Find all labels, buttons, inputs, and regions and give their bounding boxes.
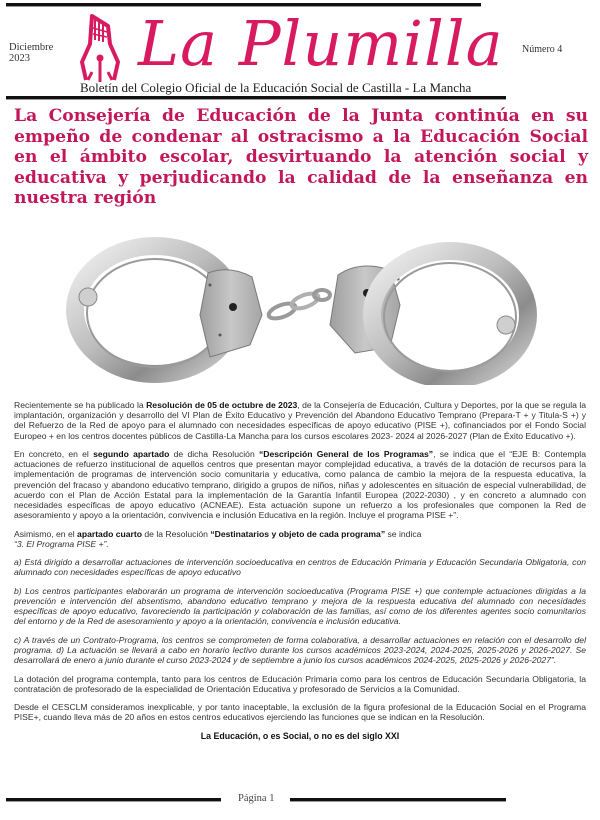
paragraph-section-four: Asimismo, en el apartado cuarto de la Resolución “Destinatarios y objeto de cada programa” se indica “3. El Programa PISE +”. [14,528,422,549]
issue-month: Diciembre [9,42,54,53]
issue-year: 2023 [9,53,30,64]
paragraph-item-a: a) Está dirigido a desarrollar actuaciones de intervención socioeducativa en centros de Educación Primaria y Educación Secundaria Obligatoria, con alumnado con necesidades específicas de apoyo educativo [14,557,586,578]
masthead-subtitle: Boletín del Colegio Oficial de la Educación Social de Castilla - La Mancha [80,80,472,95]
footer-rule-right [290,798,506,801]
issue-date [9,42,53,64]
paragraph-section-two: En concreto, en el segundo apartado de dicha Resolución “Descripción General de los Programas”, se indica que el “EJE B: Contempla actuaciones de refuerzo institucional de aquellos centros que presentan mayor complejidad educativa, a través de la dotación de recursos para la implementación de programas de intervención socio comunitaria y educativa, como palanca de cambio la mejora de la respuesta educativa, la prevención del fracaso y abandono educativo temprano, dirigido a grupos de niños, niñas y adolescentes en situación de especial vulnerabilidad, de acuerdo con el Plan de Acción Estatal para la implementación de la Garantía Infantil Europea (2022-2030) , y en concreto a alumnado con necesidades específicas de apoyo educativo (ACNEAE). Esta actuación supone un refuerzo a los profesionales que componen la Red de asesoramiento y apoyo a la orientación, convivencia e inclusión Educativa en la región. Incluye el programa PISE +”. [14,449,586,521]
header-top-rule [6,3,481,6]
issue-number: Número 4 [522,44,563,55]
article-headline: La Consejería de Educación de la Junta continúa en su empeño de condenar al ostracismo a la Educación Social en el ámbito escolar, desvirtuando la atención social y educativa y perjudicando la calidad de la enseñanza en nuestra región [14,106,588,208]
footer-rule-left [6,798,221,801]
paragraph-staffing: La dotación del programa contempla, tanto para los centros de Educación Primaria como para los centros de Educación Secundaria Obligatoria, la contratación de profesorado de la especialidad de Orientación Educativa y profesorado de Servicios a la Comunidad. [14,673,586,694]
resolution-reference: Resolución de 05 de octubre de 2023 [146,400,298,410]
fountain-pen-logo-icon [78,10,126,86]
page-number: Página 1 [238,793,275,804]
header-bottom-rule [6,96,506,99]
closing-motto: La Educación, o es Social, o no es del siglo XXI [200,730,400,741]
handcuffs-icon [60,205,540,385]
paragraph-item-c-d: c) A través de un Contrato-Programa, los centros se comprometen de forma colaborativa, a desarrollar actuaciones en relación con el desarrollo del programa. d) La actuación se llevará a cabo en horario lectivo durante los cursos académicos 2023-2024, 2024-2025, 2025-2026 y 2026-2027. Se desarrollará de enero a junio durante el curso 2023-2024 y de septiembre a junio los cursos académicos 2024-2025, 2025-2026 y 2026-2027”. [14,634,586,666]
paragraph-intro: Recientemente se ha publicado la Resolución de 05 de octubre de 2023, de la Consejería de Educación, Cultura y Deportes, por la que se regula la implantación, organización y desarrollo del VI Plan de Éxito Educativo y Prevención del Abandono Educativo Temprano (Prepara-T + y Titula-S +) y del Refuerzo de la Red de apoyo para el alumnado con necesidades específicas de apoyo educativo (PISE +), cofinanciados por el Fondo Social Europeo + en los centros docentes públicos de Castilla-La Mancha para los cursos escolares 2023- 2024 al 2026-2027 (Plan de Éxito Educativo +). [14,400,587,441]
article-body [14,400,586,749]
paragraph-item-b: b) Los centros participantes elaborarán un programa de intervención socioeducativa (Programa PISE +) que contemple actuaciones dirigidas a la prevención e intervención del absentismo, abandono educativo temprano y mejora de la respuesta educativa del alumnado con necesidades específicas de apoyo educativo, favoreciendo la participación y colaboración de las familias, así como de los diferentes agentes socio comunitarios del entorno y de la Red de asesoramiento y apoyo a la orientación, convivencia e inclusión educativa. [14,585,586,627]
paragraph-position: Desde el CESCLM consideramos inexplicable, y por tanto inaceptable, la exclusión de la figura profesional de la Educación Social en el Programa PISE+, cuando lleva más de 20 años en estos centros educativos ejerciendo las funciones que se indican en la Resolución. [14,702,586,723]
masthead-title: La Plumilla [138,7,504,80]
